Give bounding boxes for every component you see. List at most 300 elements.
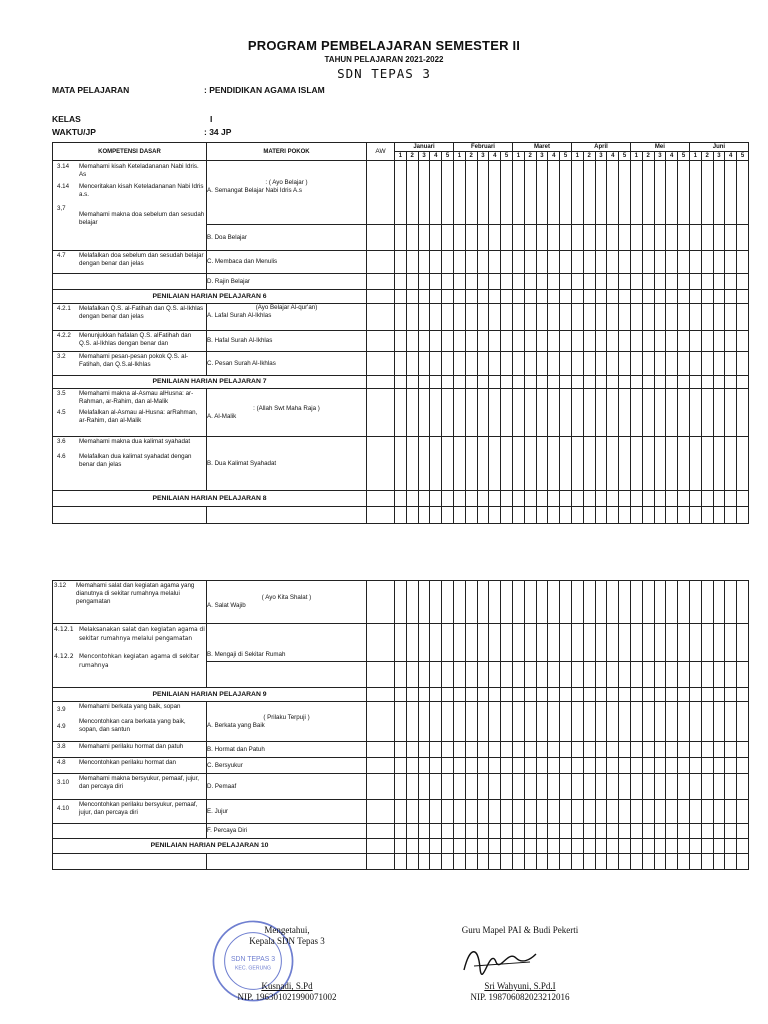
schedule-cell bbox=[442, 331, 454, 352]
schedule-cell bbox=[642, 581, 654, 624]
schedule-cell bbox=[395, 161, 407, 225]
schedule-cell bbox=[678, 742, 690, 758]
schedule-cell bbox=[489, 702, 501, 742]
schedule-cell bbox=[501, 688, 513, 702]
schedule-cell bbox=[453, 161, 465, 225]
schedule-cell bbox=[630, 800, 642, 824]
schedule-cell bbox=[630, 352, 642, 376]
schedule-cell bbox=[489, 839, 501, 854]
schedule-cell bbox=[418, 800, 430, 824]
schedule-cell bbox=[406, 839, 418, 854]
schedule-cell bbox=[536, 758, 548, 774]
schedule-cell bbox=[678, 491, 690, 507]
schedule-cell bbox=[536, 662, 548, 688]
schedule-cell bbox=[501, 839, 513, 854]
schedule-cell bbox=[477, 839, 489, 854]
schedule-cell bbox=[571, 758, 583, 774]
schedule-cell bbox=[713, 331, 725, 352]
schedule-cell bbox=[442, 225, 454, 251]
schedule-cell bbox=[548, 839, 560, 854]
schedule-cell bbox=[595, 161, 607, 225]
week-header: 5 bbox=[560, 152, 572, 161]
schedule-cell bbox=[406, 702, 418, 742]
schedule-cell bbox=[689, 624, 701, 662]
schedule-cell bbox=[725, 352, 737, 376]
schedule-cell bbox=[418, 854, 430, 870]
schedule-cell bbox=[548, 688, 560, 702]
schedule-cell bbox=[607, 225, 619, 251]
schedule-cell bbox=[630, 161, 642, 225]
schedule-cell bbox=[489, 437, 501, 491]
schedule-cell bbox=[560, 758, 572, 774]
sig-left-line1: Mengetahui, bbox=[264, 925, 310, 935]
schedule-cell bbox=[442, 437, 454, 491]
week-header: 5 bbox=[619, 152, 631, 161]
schedule-cell bbox=[666, 624, 678, 662]
schedule-cell bbox=[395, 839, 407, 854]
schedule-cell bbox=[418, 304, 430, 331]
schedule-cell bbox=[678, 251, 690, 274]
schedule-cell bbox=[512, 800, 524, 824]
schedule-cell bbox=[489, 389, 501, 437]
schedule-cell bbox=[524, 624, 536, 662]
kelas-value: I bbox=[210, 114, 213, 124]
schedule-cell bbox=[536, 702, 548, 742]
schedule-cell bbox=[489, 507, 501, 524]
schedule-cell bbox=[607, 688, 619, 702]
schedule-cell bbox=[642, 774, 654, 800]
signature-block-principal bbox=[212, 925, 362, 1003]
week-header: 3 bbox=[536, 152, 548, 161]
schedule-cell bbox=[465, 352, 477, 376]
schedule-cell bbox=[395, 376, 407, 389]
schedule-cell bbox=[477, 758, 489, 774]
schedule-cell bbox=[595, 742, 607, 758]
schedule-cell bbox=[619, 742, 631, 758]
schedule-cell bbox=[395, 331, 407, 352]
schedule-cell bbox=[737, 251, 749, 274]
schedule-cell bbox=[713, 352, 725, 376]
week-header: 5 bbox=[501, 152, 513, 161]
schedule-cell bbox=[725, 331, 737, 352]
schedule-cell bbox=[560, 274, 572, 290]
schedule-cell bbox=[406, 758, 418, 774]
schedule-cell bbox=[654, 376, 666, 389]
schedule-cell bbox=[689, 274, 701, 290]
schedule-cell bbox=[489, 331, 501, 352]
schedule-cell bbox=[442, 389, 454, 437]
schedule-cell bbox=[607, 824, 619, 839]
schedule-cell bbox=[737, 507, 749, 524]
schedule-cell bbox=[642, 352, 654, 376]
schedule-cell bbox=[442, 662, 454, 688]
schedule-cell bbox=[737, 824, 749, 839]
waktu-value: : 34 JP bbox=[204, 127, 232, 137]
schedule-cell bbox=[477, 688, 489, 702]
schedule-cell bbox=[453, 331, 465, 352]
schedule-cell bbox=[571, 742, 583, 758]
schedule-cell bbox=[536, 624, 548, 662]
kd-cell: 3.6 Memahami makna dua kalimat syahadat 4.6 Melafalkan dua kalimat syahadat dengan benar dan jelas bbox=[53, 437, 207, 491]
schedule-cell bbox=[524, 225, 536, 251]
schedule-cell bbox=[583, 624, 595, 662]
svg-text:SDN TEPAS 3: SDN TEPAS 3 bbox=[230, 956, 276, 963]
schedule-cell bbox=[560, 376, 572, 389]
schedule-cell bbox=[465, 161, 477, 225]
schedule-cell bbox=[442, 758, 454, 774]
schedule-cell bbox=[453, 437, 465, 491]
kd-cell: 4.7 Melafalkan doa sebelum dan sesudah belajar dengan benar dan jelas bbox=[53, 251, 207, 274]
schedule-cell bbox=[465, 742, 477, 758]
schedule-cell bbox=[548, 800, 560, 824]
schedule-cell bbox=[689, 854, 701, 870]
week-header: 1 bbox=[512, 152, 524, 161]
schedule-cell bbox=[548, 376, 560, 389]
schedule-cell bbox=[678, 758, 690, 774]
schedule-cell bbox=[701, 507, 713, 524]
schedule-cell bbox=[442, 581, 454, 624]
sig-right-name: Sri Wahyuni, S.Pd.I bbox=[484, 981, 556, 991]
schedule-cell bbox=[536, 352, 548, 376]
schedule-cell bbox=[536, 507, 548, 524]
schedule-cell bbox=[465, 251, 477, 274]
schedule-cell bbox=[548, 491, 560, 507]
schedule-cell bbox=[501, 389, 513, 437]
schedule-cell bbox=[678, 437, 690, 491]
schedule-cell bbox=[548, 854, 560, 870]
schedule-cell bbox=[524, 437, 536, 491]
schedule-cell bbox=[430, 507, 442, 524]
schedule-cell bbox=[536, 688, 548, 702]
schedule-cell bbox=[737, 742, 749, 758]
schedule-cell bbox=[701, 274, 713, 290]
schedule-cell bbox=[607, 581, 619, 624]
schedule-cell bbox=[595, 251, 607, 274]
schedule-cell bbox=[430, 352, 442, 376]
schedule-cell bbox=[725, 758, 737, 774]
schedule-cell bbox=[453, 376, 465, 389]
schedule-cell bbox=[489, 581, 501, 624]
schedule-cell bbox=[465, 376, 477, 389]
schedule-cell bbox=[489, 824, 501, 839]
schedule-cell bbox=[489, 662, 501, 688]
week-header: 4 bbox=[548, 152, 560, 161]
schedule-cell bbox=[654, 662, 666, 688]
schedule-cell bbox=[489, 251, 501, 274]
schedule-cell bbox=[725, 800, 737, 824]
schedule-cell bbox=[418, 161, 430, 225]
schedule-cell bbox=[654, 304, 666, 331]
schedule-cell bbox=[607, 702, 619, 742]
kd-cell: 3.8 Memahami perilaku hormat dan patuh bbox=[53, 742, 207, 758]
week-header: 1 bbox=[453, 152, 465, 161]
schedule-cell bbox=[442, 774, 454, 800]
schedule-cell bbox=[607, 331, 619, 352]
week-header: 1 bbox=[689, 152, 701, 161]
schedule-cell bbox=[395, 702, 407, 742]
schedule-cell bbox=[595, 331, 607, 352]
schedule-cell bbox=[607, 290, 619, 304]
schedule-cell bbox=[701, 581, 713, 624]
materi-cell: B. Doa Belajar bbox=[207, 225, 367, 251]
schedule-cell bbox=[737, 839, 749, 854]
sig-left-name: Kusnadi, S.Pd bbox=[261, 981, 313, 991]
schedule-cell bbox=[453, 304, 465, 331]
schedule-cell bbox=[477, 251, 489, 274]
schedule-cell bbox=[571, 854, 583, 870]
schedule-cell bbox=[465, 491, 477, 507]
assessment-row-10: PENILAIAN HARIAN PELAJARAN 10 bbox=[53, 839, 367, 854]
schedule-cell bbox=[548, 437, 560, 491]
schedule-cell bbox=[465, 304, 477, 331]
schedule-cell bbox=[536, 491, 548, 507]
schedule-cell bbox=[477, 774, 489, 800]
schedule-cell bbox=[489, 274, 501, 290]
schedule-cell bbox=[678, 290, 690, 304]
schedule-cell bbox=[583, 662, 595, 688]
schedule-cell bbox=[560, 824, 572, 839]
schedule-cell bbox=[418, 758, 430, 774]
schedule-cell bbox=[395, 688, 407, 702]
week-header: 4 bbox=[489, 152, 501, 161]
materi-cell: E. Jujur bbox=[207, 800, 367, 824]
schedule-cell bbox=[512, 854, 524, 870]
schedule-cell bbox=[607, 854, 619, 870]
schedule-cell bbox=[583, 437, 595, 491]
schedule-cell bbox=[630, 742, 642, 758]
schedule-cell bbox=[501, 742, 513, 758]
schedule-cell bbox=[442, 854, 454, 870]
schedule-cell bbox=[583, 688, 595, 702]
schedule-cell bbox=[501, 274, 513, 290]
schedule-cell bbox=[453, 290, 465, 304]
schedule-cell bbox=[453, 389, 465, 437]
assessment-row-6: PENILAIAN HARIAN PELAJARAN 6 bbox=[53, 290, 367, 304]
schedule-cell bbox=[536, 251, 548, 274]
schedule-cell bbox=[619, 161, 631, 225]
schedule-cell bbox=[536, 389, 548, 437]
schedule-cell bbox=[512, 824, 524, 839]
schedule-cell bbox=[737, 290, 749, 304]
schedule-cell bbox=[595, 854, 607, 870]
schedule-cell bbox=[595, 662, 607, 688]
schedule-cell bbox=[465, 758, 477, 774]
week-header: 4 bbox=[430, 152, 442, 161]
schedule-cell bbox=[395, 581, 407, 624]
schedule-cell bbox=[630, 389, 642, 437]
schedule-cell bbox=[395, 742, 407, 758]
schedule-cell bbox=[465, 290, 477, 304]
schedule-cell bbox=[642, 331, 654, 352]
schedule-cell bbox=[477, 225, 489, 251]
schedule-cell bbox=[512, 742, 524, 758]
schedule-cell bbox=[713, 774, 725, 800]
schedule-cell bbox=[607, 662, 619, 688]
schedule-cell bbox=[713, 824, 725, 839]
week-header: 2 bbox=[406, 152, 418, 161]
schedule-cell bbox=[630, 662, 642, 688]
schedule-cell bbox=[725, 389, 737, 437]
schedule-cell bbox=[642, 251, 654, 274]
week-header: 1 bbox=[395, 152, 407, 161]
schedule-cell bbox=[548, 304, 560, 331]
schedule-cell bbox=[725, 624, 737, 662]
schedule-cell bbox=[678, 304, 690, 331]
schedule-cell bbox=[666, 491, 678, 507]
schedule-cell bbox=[512, 624, 524, 662]
schedule-cell bbox=[548, 161, 560, 225]
month-header: April bbox=[571, 143, 630, 152]
col-materi-header: MATERI POKOK bbox=[207, 143, 367, 161]
schedule-cell bbox=[725, 688, 737, 702]
schedule-cell bbox=[536, 161, 548, 225]
schedule-cell bbox=[583, 507, 595, 524]
schedule-cell bbox=[489, 290, 501, 304]
sig-left-nip: NIP. 196301021990071002 bbox=[237, 992, 337, 1002]
schedule-cell bbox=[524, 839, 536, 854]
schedule-cell bbox=[406, 624, 418, 662]
schedule-cell bbox=[701, 161, 713, 225]
schedule-cell bbox=[548, 507, 560, 524]
schedule-cell bbox=[524, 491, 536, 507]
schedule-cell bbox=[560, 662, 572, 688]
schedule-cell bbox=[395, 774, 407, 800]
schedule-cell bbox=[418, 662, 430, 688]
kelas-label: KELAS bbox=[52, 114, 81, 124]
schedule-cell bbox=[536, 376, 548, 389]
schedule-cell bbox=[406, 389, 418, 437]
schedule-cell bbox=[713, 290, 725, 304]
schedule-cell bbox=[737, 331, 749, 352]
schedule-cell bbox=[689, 800, 701, 824]
week-header: 1 bbox=[571, 152, 583, 161]
schedule-cell bbox=[430, 491, 442, 507]
schedule-cell bbox=[524, 331, 536, 352]
materi-cell: B. Dua Kalimat Syahadat bbox=[207, 437, 367, 491]
schedule-cell bbox=[713, 225, 725, 251]
schedule-cell bbox=[512, 352, 524, 376]
schedule-cell bbox=[713, 839, 725, 854]
schedule-cell bbox=[465, 437, 477, 491]
kd-cell: 4.12.1 Melaksanakan salat dan kegiatan agama di sekitar rumahnya melalui pengamatan 4.12.2 Mencontohkan kegiatan agama di sekitar rumahnya bbox=[53, 624, 207, 688]
schedule-cell bbox=[548, 758, 560, 774]
schedule-cell bbox=[477, 742, 489, 758]
schedule-cell bbox=[418, 290, 430, 304]
schedule-cell bbox=[737, 376, 749, 389]
schedule-cell bbox=[501, 352, 513, 376]
schedule-cell bbox=[430, 800, 442, 824]
schedule-cell bbox=[666, 274, 678, 290]
schedule-cell bbox=[583, 352, 595, 376]
schedule-cell bbox=[501, 702, 513, 742]
schedule-cell bbox=[512, 839, 524, 854]
schedule-cell bbox=[418, 225, 430, 251]
schedule-cell bbox=[619, 251, 631, 274]
schedule-cell bbox=[607, 624, 619, 662]
schedule-cell bbox=[512, 290, 524, 304]
schedule-cell bbox=[701, 624, 713, 662]
schedule-cell bbox=[713, 304, 725, 331]
schedule-cell bbox=[642, 507, 654, 524]
schedule-cell bbox=[465, 702, 477, 742]
schedule-cell bbox=[571, 251, 583, 274]
schedule-cell bbox=[395, 758, 407, 774]
schedule-cell bbox=[524, 251, 536, 274]
schedule-cell bbox=[489, 742, 501, 758]
schedule-cell bbox=[689, 161, 701, 225]
schedule-cell bbox=[737, 437, 749, 491]
schedule-cell bbox=[619, 290, 631, 304]
schedule-cell bbox=[654, 688, 666, 702]
materi-cell: C. Bersyukur bbox=[207, 758, 367, 774]
schedule-cell bbox=[536, 290, 548, 304]
schedule-cell bbox=[630, 854, 642, 870]
schedule-cell bbox=[713, 800, 725, 824]
schedule-cell bbox=[560, 581, 572, 624]
schedule-cell bbox=[571, 702, 583, 742]
schedule-cell bbox=[607, 800, 619, 824]
signature-block-teacher bbox=[440, 925, 600, 1003]
schedule-cell bbox=[571, 304, 583, 331]
schedule-cell bbox=[418, 274, 430, 290]
schedule-cell bbox=[453, 491, 465, 507]
schedule-cell bbox=[630, 491, 642, 507]
schedule-cell bbox=[524, 774, 536, 800]
schedule-cell bbox=[560, 389, 572, 437]
schedule-cell bbox=[725, 437, 737, 491]
schedule-cell bbox=[678, 800, 690, 824]
schedule-cell bbox=[630, 824, 642, 839]
schedule-cell bbox=[701, 839, 713, 854]
sig-right-line1: Guru Mapel PAI & Budi Pekerti bbox=[461, 925, 579, 935]
schedule-cell bbox=[607, 389, 619, 437]
schedule-cell bbox=[395, 304, 407, 331]
schedule-cell bbox=[418, 389, 430, 437]
schedule-cell bbox=[607, 251, 619, 274]
schedule-cell bbox=[430, 742, 442, 758]
schedule-cell bbox=[501, 581, 513, 624]
schedule-cell bbox=[560, 225, 572, 251]
schedule-cell bbox=[666, 331, 678, 352]
schedule-cell bbox=[619, 304, 631, 331]
schedule-cell bbox=[654, 800, 666, 824]
schedule-cell bbox=[642, 437, 654, 491]
schedule-cell bbox=[583, 331, 595, 352]
schedule-cell bbox=[548, 662, 560, 688]
schedule-cell bbox=[430, 274, 442, 290]
week-header: 4 bbox=[607, 152, 619, 161]
schedule-cell bbox=[512, 581, 524, 624]
schedule-cell bbox=[583, 274, 595, 290]
schedule-cell bbox=[418, 702, 430, 742]
schedule-cell bbox=[418, 624, 430, 662]
schedule-cell bbox=[465, 331, 477, 352]
materi-cell: ( Prilaku Terpuji ) A. Berkata yang Baik bbox=[207, 702, 367, 742]
materi-cell: B. Mengaji di Sekitar Rumah bbox=[207, 624, 367, 662]
schedule-cell bbox=[430, 389, 442, 437]
schedule-cell bbox=[465, 274, 477, 290]
schedule-cell bbox=[701, 389, 713, 437]
schedule-cell bbox=[560, 251, 572, 274]
schedule-cell bbox=[654, 225, 666, 251]
kd-cell: 3.14 Memahami kisah Keteladananan Nabi Idris. As 4.14 Menceritakan kisah Keteladananan Nabi Idris a.s. 3,7 Memahami makna doa sebelum dan sesudah belajar bbox=[53, 161, 207, 251]
schedule-cell bbox=[689, 376, 701, 389]
schedule-cell bbox=[607, 352, 619, 376]
materi-cell: ( Ayo Kita Shalat ) A. Salat Wajib bbox=[207, 581, 367, 624]
schedule-cell bbox=[701, 376, 713, 389]
school-name: SDN TEPAS 3 bbox=[337, 66, 431, 81]
schedule-cell bbox=[607, 742, 619, 758]
